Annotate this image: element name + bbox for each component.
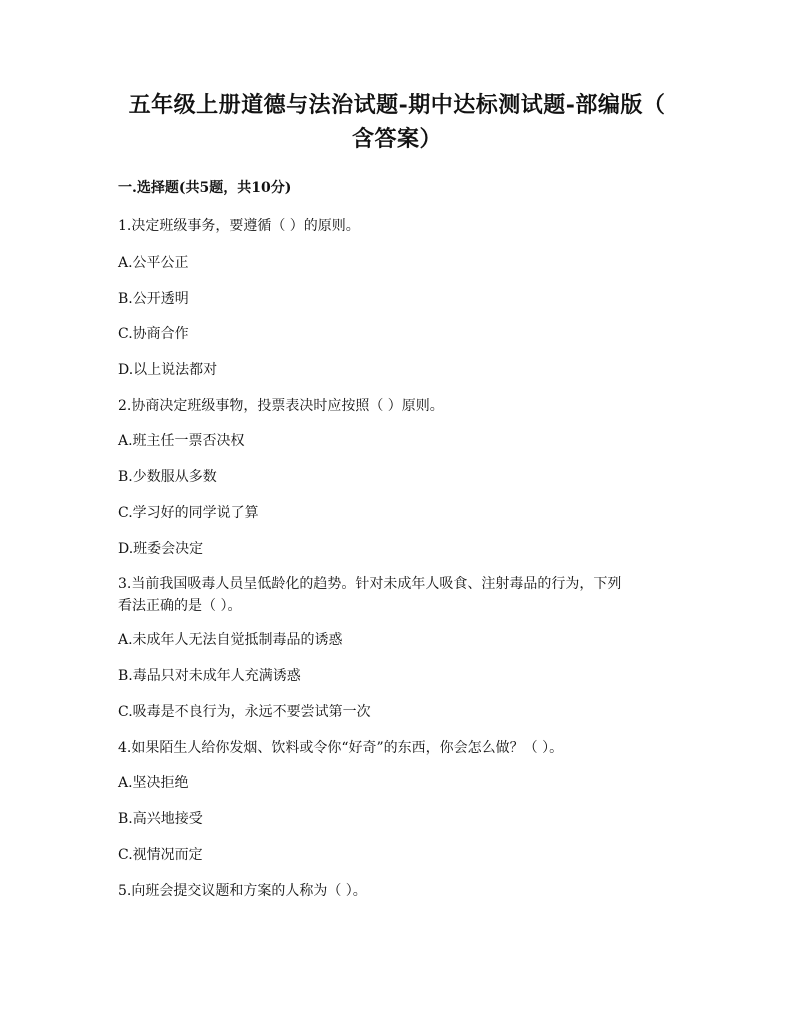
question-2-option-d: D.班委会决定 bbox=[118, 541, 204, 557]
question-1-option-a: A.公平公正 bbox=[118, 255, 189, 271]
question-1-stem: 1.决定班级事务，要遵循（ ）的原则。 bbox=[118, 218, 360, 234]
question-1-option-b: B.公开透明 bbox=[118, 291, 189, 307]
question-5-stem: 5.向班会提交议题和方案的人称为（ ）。 bbox=[118, 883, 367, 899]
question-4-stem: 4.如果陌生人给你发烟、饮料或令你“好奇”的东西，你会怎么做？（ ）。 bbox=[118, 740, 564, 756]
document-title bbox=[100, 88, 694, 156]
question-2-stem: 2.协商决定班级事物，投票表决时应按照（ ）原则。 bbox=[118, 398, 444, 414]
question-3-option-b: B.毒品只对未成年人充满诱惑 bbox=[118, 668, 301, 684]
question-4-option-b: B.高兴地接受 bbox=[118, 811, 203, 827]
question-4-option-c: C.视情况而定 bbox=[118, 847, 203, 863]
question-3-option-c: C.吸毒是不良行为，永远不要尝试第一次 bbox=[118, 704, 371, 720]
question-2-option-c: C.学习好的同学说了算 bbox=[118, 505, 259, 521]
question-2-option-a: A.班主任一票否决权 bbox=[118, 433, 245, 449]
title-line-2: 含答案） bbox=[351, 126, 442, 152]
question-3-option-a: A.未成年人无法自觉抵制毒品的诱惑 bbox=[118, 632, 343, 648]
question-3-stem-line-1: 3.当前我国吸毒人员呈低龄化的趋势。针对未成年人吸食、注射毒品的行为，下列 bbox=[118, 576, 622, 592]
question-4-option-a: A.坚决拒绝 bbox=[118, 775, 189, 791]
question-1-option-c: C.协商合作 bbox=[118, 326, 189, 342]
question-3-stem-line-2: 看法正确的是（ ）。 bbox=[118, 598, 242, 614]
section-header: 一.选择题(共5题，共10分) bbox=[118, 180, 292, 196]
title-line-1: 五年级上册道德与法治试题-期中达标测试题-部编版（ bbox=[128, 92, 666, 118]
question-1-option-d: D.以上说法都对 bbox=[118, 362, 218, 378]
question-2-option-b: B.少数服从多数 bbox=[118, 469, 217, 485]
